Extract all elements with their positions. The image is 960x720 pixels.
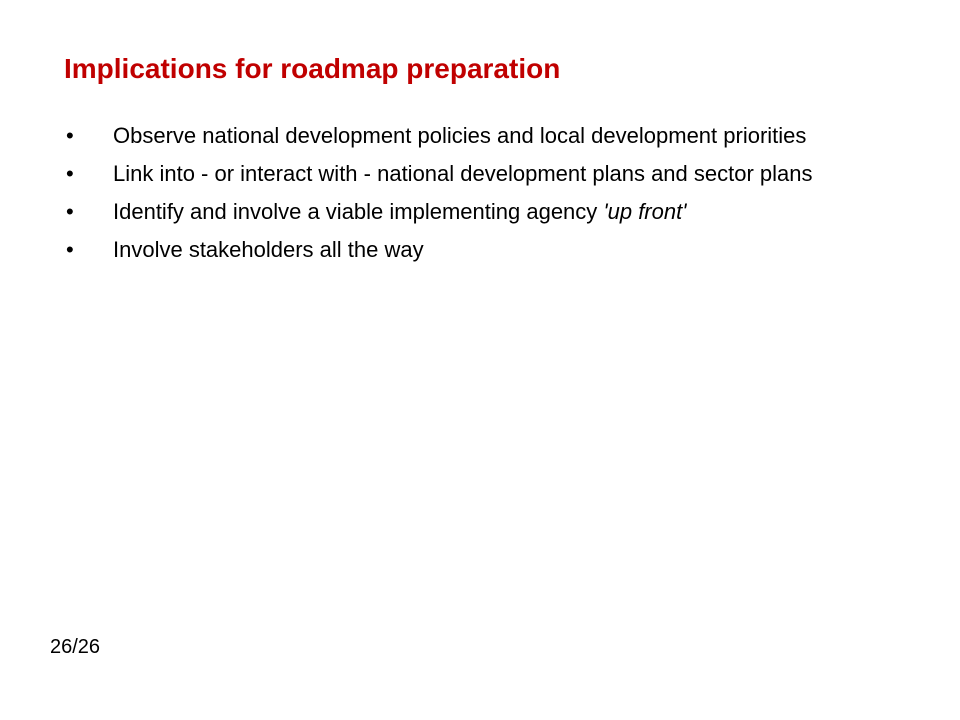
slide-title: Implications for roadmap preparation [64, 53, 561, 84]
bullet-marker: • [66, 198, 74, 224]
bullet-marker: • [66, 123, 74, 148]
bullet-text [113, 236, 904, 264]
bullet-text-emphasis: 'up front' [603, 198, 687, 224]
bullet-text [113, 160, 904, 188]
bullet-text-main: Observe national development policies and local development priorities [113, 123, 807, 148]
bullet-text-main: Link into - or interact with - national development plans and sector plans [113, 160, 813, 186]
bullet-text [113, 198, 904, 226]
bullet-list [64, 122, 904, 274]
bullet-marker: • [66, 236, 74, 262]
list-item [64, 198, 904, 226]
bullet-text-main: Involve stakeholders all the way [113, 236, 424, 262]
list-item [64, 122, 904, 150]
bullet-text-main: Identify and involve a viable implementing agency [113, 198, 604, 224]
list-item [64, 236, 904, 264]
page-number: 26/26 [50, 636, 101, 658]
list-item [64, 160, 904, 188]
bullet-text [113, 122, 904, 150]
bullet-marker: • [66, 160, 74, 186]
